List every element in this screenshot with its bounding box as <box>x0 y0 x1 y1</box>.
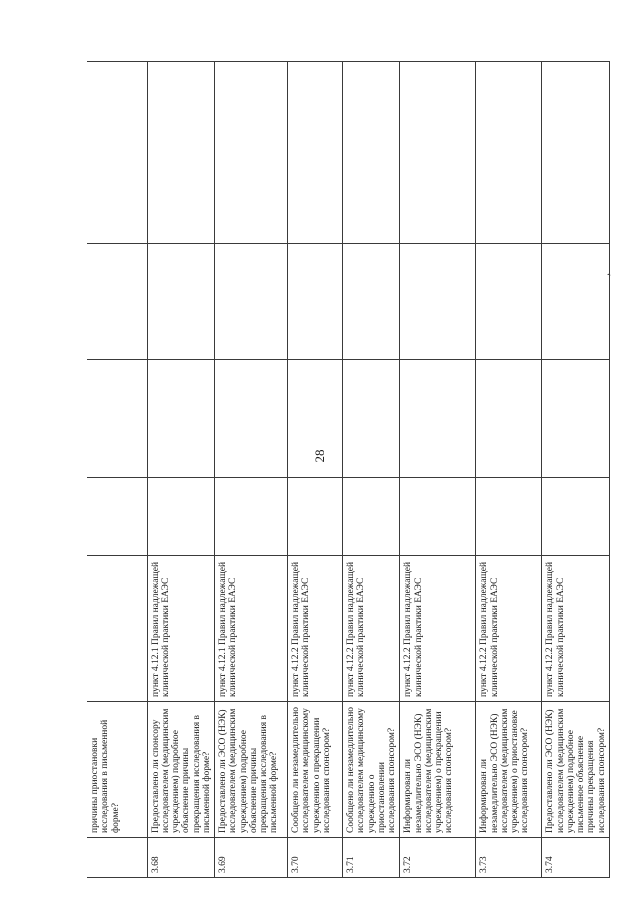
empty-cell <box>476 244 542 360</box>
reference-cell: пункт 4.12.2 Правил надлежащей клинической практики ЕАЭС <box>400 556 476 702</box>
question-cell: причины приостановки исследования в письменной форме? <box>87 702 147 838</box>
empty-cell <box>343 360 400 478</box>
empty-cell <box>87 244 147 360</box>
empty-cell <box>288 62 343 244</box>
row-number-cell <box>87 838 147 878</box>
row-number-cell: 3.73 <box>476 838 542 878</box>
question-cell: Предоставлено ли ЭСО (НЭК) исследователем (медицинским учреждением) подробное объяснение причины прекращения исследования в письменной форме? <box>215 702 288 838</box>
empty-cell <box>343 62 400 244</box>
empty-cell <box>476 62 542 244</box>
empty-cell <box>400 360 476 478</box>
table-row-continuation <box>87 62 147 878</box>
question-cell: Информирован ли незамедлительно ЭСО (НЭК) исследователем (медицинским учреждением) о приостановке исследования спонсором? <box>476 702 542 838</box>
empty-cell <box>542 360 610 478</box>
empty-cell <box>147 62 215 244</box>
empty-cell <box>542 244 610 360</box>
table-row <box>400 62 476 878</box>
empty-cell <box>476 360 542 478</box>
empty-cell <box>542 62 610 244</box>
row-number-cell: 3.69 <box>215 838 288 878</box>
empty-cell <box>215 244 288 360</box>
empty-cell <box>343 244 400 360</box>
checklist-table <box>87 61 610 878</box>
empty-cell <box>542 478 610 556</box>
row-number-cell: 3.70 <box>288 838 343 878</box>
empty-cell <box>87 360 147 478</box>
empty-cell <box>288 360 343 478</box>
row-number-cell: 3.71 <box>343 838 400 878</box>
empty-cell <box>400 244 476 360</box>
empty-cell <box>343 478 400 556</box>
empty-cell <box>288 244 343 360</box>
empty-cell <box>215 478 288 556</box>
stray-mark: ˎ <box>602 261 612 278</box>
empty-cell <box>215 360 288 478</box>
empty-cell <box>400 478 476 556</box>
empty-cell <box>147 244 215 360</box>
question-cell: Предоставлено ли ЭСО (НЭК) исследователем (медицинским учреждением) подробное письменное объяснение причины прекращения исследования спонсором? <box>542 702 610 838</box>
row-number-cell: 3.74 <box>542 838 610 878</box>
empty-cell <box>476 478 542 556</box>
empty-cell <box>400 62 476 244</box>
row-number-cell: 3.68 <box>147 838 215 878</box>
reference-cell: пункт 4.12.2 Правил надлежащей клинической практики ЕАЭС <box>343 556 400 702</box>
table-row <box>343 62 400 878</box>
question-cell: Предоставлено ли спонсору исследователем (медицинским учреждением) подробное объяснение причины прекращения исследования в письменной форме? <box>147 702 215 838</box>
reference-cell: пункт 4.12.1 Правил надлежащей клинической практики ЕАЭС <box>147 556 215 702</box>
empty-cell <box>215 62 288 244</box>
table-row <box>542 62 610 878</box>
row-number-cell: 3.72 <box>400 838 476 878</box>
table-row <box>288 62 343 878</box>
question-cell: Сообщено ли незамедлительно исследователем медицинскому учреждению о приостановлении исследования спонсором? <box>343 702 400 838</box>
checklist-table-container <box>87 62 605 878</box>
empty-cell <box>147 478 215 556</box>
table-row <box>147 62 215 878</box>
table-row <box>215 62 288 878</box>
reference-cell: пункт 4.12.2 Правил надлежащей клинической практики ЕАЭС <box>288 556 343 702</box>
reference-cell: пункт 4.12.1 Правил надлежащей клинической практики ЕАЭС <box>215 556 288 702</box>
question-cell: Информирован ли незамедлительно ЭСО (НЭК) исследователем (медицинским учреждением) о прекращении исследования спонсором? <box>400 702 476 838</box>
question-cell: Сообщено ли незамедлительно исследователем медицинскому учреждению о прекращении исследования спонсором? <box>288 702 343 838</box>
empty-cell <box>87 478 147 556</box>
reference-cell: пункт 4.12.2 Правил надлежащей клинической практики ЕАЭС <box>476 556 542 702</box>
table-row <box>476 62 542 878</box>
page-number: 28 <box>312 449 327 463</box>
empty-cell <box>87 62 147 244</box>
reference-cell: пункт 4.12.2 Правил надлежащей клинической практики ЕАЭС <box>542 556 610 702</box>
empty-cell <box>147 360 215 478</box>
empty-cell <box>288 478 343 556</box>
reference-cell <box>87 556 147 702</box>
